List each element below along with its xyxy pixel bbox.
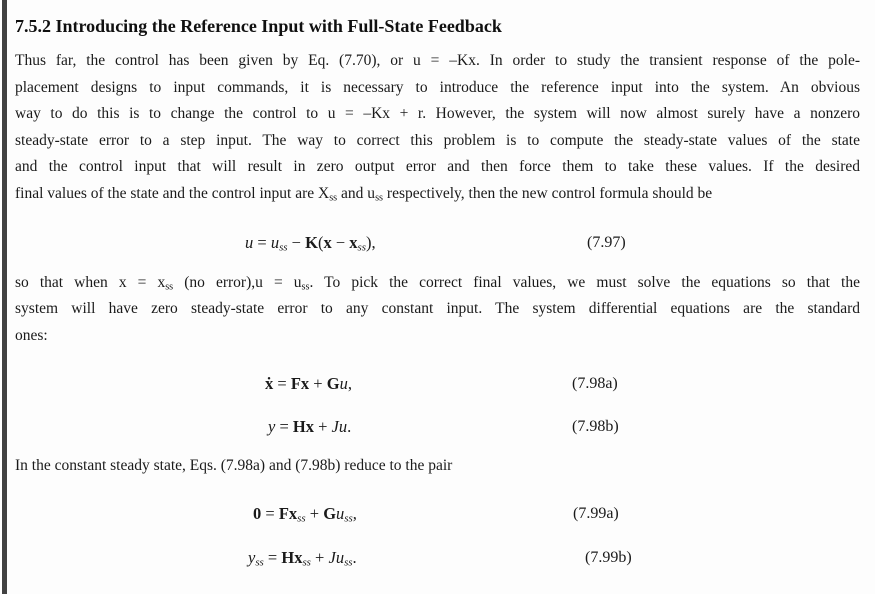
equation-number: (7.99a) xyxy=(573,504,619,522)
text-line: so that when $x = x_{ss}$ (no error),u = $u_{ss}$. To pick the correct final values, we must solve the equations so that the xyxy=(15,273,860,293)
text-line: In the constant steady state, Eqs. (7.98a) and (7.98b) reduce to the pair xyxy=(15,457,453,475)
paragraph-solve xyxy=(15,270,860,350)
text-line: and the control input that will result in zero output error and then force them to take these values. If the desired xyxy=(15,158,860,176)
equation-7-99b xyxy=(15,544,860,571)
text-line: ones: xyxy=(15,326,48,344)
text-line: way to do this is to change the control to u = –Kx + r. However, the system will now almost surely have a nonzero xyxy=(15,105,860,123)
equation-body: $0 = Fx_{ss} + Gu_{ss}$, xyxy=(253,503,357,525)
paragraph-intro xyxy=(15,48,860,208)
equation-number: (7.98a) xyxy=(572,375,618,393)
equation-7-98b xyxy=(15,413,860,440)
paragraph-steady-state xyxy=(15,453,860,480)
text-line: steady-state error to a step input. The way to correct this problem is to compute the steady-state values of the state xyxy=(15,131,860,149)
equation-7-97 xyxy=(15,229,860,256)
equation-number: (7.98b) xyxy=(572,418,619,436)
equation-7-99a xyxy=(15,500,860,527)
equation-number: (7.99b) xyxy=(585,548,632,566)
equation-7-98a xyxy=(15,370,860,397)
equation-body: y = Hx + Ju. xyxy=(268,417,352,437)
textbook-page xyxy=(2,0,875,594)
equation-body: $y_{ss} = Hx_{ss} + Ju_{ss}$. xyxy=(248,547,357,569)
text-line: Thus far, the control has been given by Eq. (7.70), or u = –Kx. In order to study the transient response of the pole- xyxy=(15,52,860,69)
section-heading: 7.5.2 Introducing the Reference Input with Full-State Feedback xyxy=(15,16,502,36)
text-line: placement designs to input commands, it is necessary to introduce the reference input into the system. An obvious xyxy=(15,78,860,96)
equation-number: (7.97) xyxy=(587,233,626,251)
text-line: final values of the state and the control input are $X_{ss}$ and $u_{ss}$ respectively, then the new control formula should be xyxy=(15,184,713,204)
equation-body: $u = u_{ss} - K(x - x_{ss})$, xyxy=(245,232,376,254)
text-line: system will have zero steady-state error to any constant input. The system differential equations are the standard xyxy=(15,300,860,318)
equation-body: ẋ = Fx + Gu, xyxy=(265,374,352,394)
